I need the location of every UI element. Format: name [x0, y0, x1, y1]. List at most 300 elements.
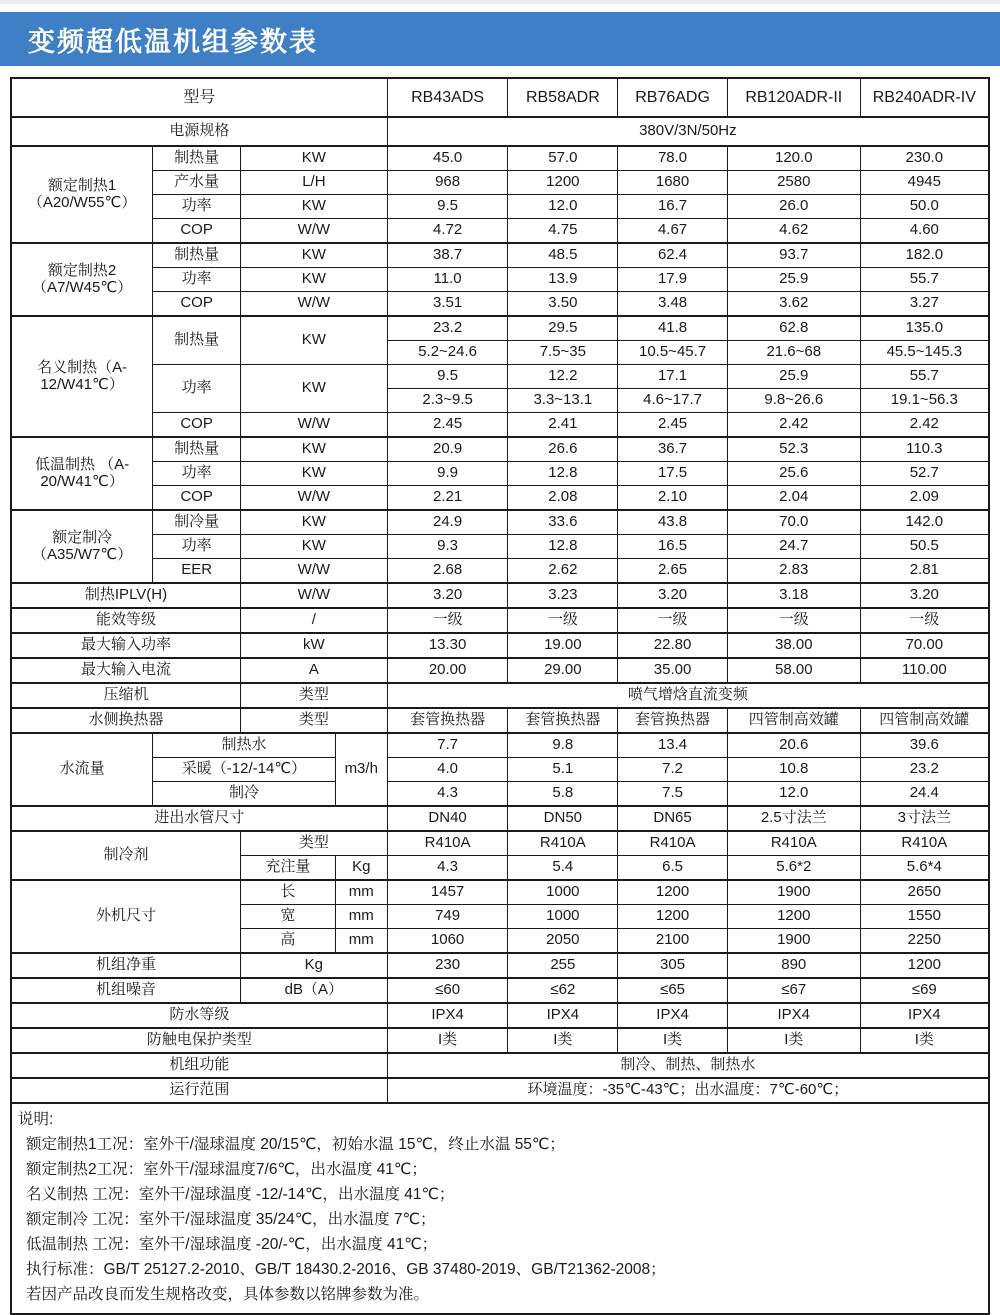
cell-unit: L/H — [241, 171, 388, 195]
cell-value: 52.3 — [727, 437, 860, 462]
cell-value: 2.08 — [508, 486, 618, 511]
cell-value: DN40 — [387, 806, 508, 831]
cell-value: R410A — [508, 831, 618, 856]
table-row — [11, 633, 989, 658]
cell-value: 5.4 — [508, 856, 618, 881]
cell-unit: 类型 — [241, 831, 388, 856]
cell-param: 制热量 — [153, 146, 241, 171]
cell-value: 5.2~24.6 — [387, 341, 508, 365]
note-line: 执行标准：GB/T 25127.2-2010、GB/T 18430.2-2016、GB 37480-2019、GB/T21362-2008； — [26, 1261, 666, 1278]
cell-value: 2.68 — [387, 559, 508, 584]
cell-value: 23.2 — [387, 316, 508, 341]
cell-value: 21.6~68 — [727, 341, 860, 365]
cell-value: 16.5 — [618, 535, 728, 559]
cell-value: 喷气增焓直流变频 — [387, 683, 989, 708]
table-row — [11, 1053, 989, 1078]
table-row — [11, 1003, 989, 1028]
cell-value: R410A — [618, 831, 728, 856]
cell-value: 1900 — [727, 929, 860, 954]
row-label: 机组噪音 — [11, 978, 241, 1003]
note-line: 额定制冷 工况：室外干/湿球温度 35/24℃，出水温度 7℃； — [26, 1211, 436, 1228]
cell-value: 57.0 — [508, 146, 618, 171]
cell-value: 230 — [387, 953, 508, 978]
row-label: 水侧换热器 — [11, 708, 241, 733]
cell-value: ≤67 — [727, 978, 860, 1003]
cell-value: 7.2 — [618, 758, 728, 782]
cell-unit: KW — [241, 365, 388, 413]
cell-param: 制热水 — [153, 733, 336, 758]
cell-unit: W/W — [241, 486, 388, 511]
cell-unit: KW — [241, 535, 388, 559]
note-line: 低温制热 工况：室外干/湿球温度 -20/-℃，出水温度 41℃； — [26, 1236, 438, 1253]
cell-value: 四管制高效罐 — [727, 708, 860, 733]
cell-value: 12.8 — [508, 462, 618, 486]
table-row — [11, 880, 989, 905]
note-line: 额定制热2工况：室外干/湿球温度7/6℃，出水温度 41℃； — [26, 1161, 427, 1178]
model-name: RB76ADG — [618, 78, 728, 117]
note-line: 额定制热1工况：室外干/湿球温度 20/15℃，初始水温 15℃，终止水温 55℃； — [26, 1136, 565, 1153]
cell-value: I类 — [387, 1028, 508, 1053]
cell-unit: KW — [241, 437, 388, 462]
table-row — [11, 292, 989, 317]
cell-value: 5.6*2 — [727, 856, 860, 881]
cell-value: 2.42 — [727, 413, 860, 438]
cell-value: 4.0 — [387, 758, 508, 782]
cell-value: 41.8 — [618, 316, 728, 341]
cell-value: 9.5 — [387, 365, 508, 389]
table-row — [11, 146, 989, 171]
table-row — [11, 733, 989, 758]
cell-value: 45.0 — [387, 146, 508, 171]
cell-param: 制冷量 — [153, 510, 241, 535]
table-row — [11, 243, 989, 268]
cell-value: 24.9 — [387, 510, 508, 535]
cell-value: IPX4 — [387, 1003, 508, 1028]
title-bar — [0, 12, 1000, 66]
cell-value: 4945 — [860, 171, 989, 195]
cell-value: 套管换热器 — [508, 708, 618, 733]
section-label: 低温制热 （A-20/W41℃） — [11, 437, 153, 510]
table-row — [11, 978, 989, 1003]
cell-value: 50.5 — [860, 535, 989, 559]
cell-unit: 类型 — [241, 683, 388, 708]
cell-value: 26.6 — [508, 437, 618, 462]
cell-value: 93.7 — [727, 243, 860, 268]
cell-value: 4.3 — [387, 782, 508, 807]
model-label: 型号 — [11, 78, 387, 117]
cell-value: 17.9 — [618, 268, 728, 292]
cell-value: 48.5 — [508, 243, 618, 268]
cell-value: 5.6*4 — [860, 856, 989, 881]
cell-value: 3.20 — [387, 583, 508, 608]
cell-value: 58.00 — [727, 658, 860, 683]
cell-value: 2.42 — [860, 413, 989, 438]
cell-value: 13.9 — [508, 268, 618, 292]
cell-param: 高 — [241, 929, 336, 954]
row-label: 防水等级 — [11, 1003, 387, 1028]
cell-value: 29.5 — [508, 316, 618, 341]
cell-value: 13.30 — [387, 633, 508, 658]
table-row — [11, 486, 989, 511]
cell-value: 255 — [508, 953, 618, 978]
cell-value: 890 — [727, 953, 860, 978]
cell-value: 25.9 — [727, 268, 860, 292]
cell-value: R410A — [860, 831, 989, 856]
cell-value: 2.45 — [618, 413, 728, 438]
cell-param: 功率 — [153, 365, 241, 413]
cell-unit: KW — [241, 243, 388, 268]
cell-value: 3.62 — [727, 292, 860, 317]
cell-value: 20.9 — [387, 437, 508, 462]
cell-value: 2.04 — [727, 486, 860, 511]
cell-unit: A — [241, 658, 388, 683]
cell-value: 38.00 — [727, 633, 860, 658]
model-row — [11, 78, 989, 117]
cell-value: 4.75 — [508, 219, 618, 244]
cell-value: 9.3 — [387, 535, 508, 559]
cell-value: 9.8~26.6 — [727, 389, 860, 413]
cell-value: 135.0 — [860, 316, 989, 341]
cell-value: 2.21 — [387, 486, 508, 511]
cell-value: 6.5 — [618, 856, 728, 881]
cell-value: 2.45 — [387, 413, 508, 438]
cell-value: 2.3~9.5 — [387, 389, 508, 413]
cell-param: 宽 — [241, 905, 336, 929]
table-row — [11, 953, 989, 978]
table-row — [11, 831, 989, 856]
cell-param: 功率 — [153, 535, 241, 559]
page-title: 变频超低温机组参数表 — [28, 26, 318, 57]
cell-value: 20.6 — [727, 733, 860, 758]
cell-value: 1550 — [860, 905, 989, 929]
cell-param: 长 — [241, 880, 336, 905]
section-label: 额定制热1（A20/W55℃） — [11, 146, 153, 243]
table-row — [11, 219, 989, 244]
cell-value: 78.0 — [618, 146, 728, 171]
section-label: 制冷剂 — [11, 831, 241, 880]
cell-value: 7.5~35 — [508, 341, 618, 365]
cell-param: 制热量 — [153, 316, 241, 365]
cell-value: 2.62 — [508, 559, 618, 584]
table-row — [11, 365, 989, 389]
cell-value: 24.4 — [860, 782, 989, 807]
cell-unit: W/W — [241, 559, 388, 584]
table-row — [11, 782, 989, 807]
cell-param: 采暖（-12/-14℃） — [153, 758, 336, 782]
cell-param: 制热量 — [153, 243, 241, 268]
cell-value: 1457 — [387, 880, 508, 905]
table-row — [11, 708, 989, 733]
cell-value: 5.8 — [508, 782, 618, 807]
cell-value: 2250 — [860, 929, 989, 954]
cell-value: 20.00 — [387, 658, 508, 683]
cell-value: 55.7 — [860, 268, 989, 292]
cell-value: 3寸法兰 — [860, 806, 989, 831]
cell-value: 749 — [387, 905, 508, 929]
cell-value: 4.62 — [727, 219, 860, 244]
cell-value: 一级 — [508, 608, 618, 633]
table-row — [11, 658, 989, 683]
row-label: 最大输入功率 — [11, 633, 241, 658]
cell-value: 3.18 — [727, 583, 860, 608]
cell-value: 24.7 — [727, 535, 860, 559]
cell-param: 功率 — [153, 462, 241, 486]
spec-table — [10, 77, 990, 1104]
notes-heading: 说明: — [18, 1111, 54, 1128]
cell-value: 9.5 — [387, 195, 508, 219]
table-row — [11, 535, 989, 559]
cell-value: 230.0 — [860, 146, 989, 171]
cell-value: I类 — [618, 1028, 728, 1053]
section-label: 额定制热2（A7/W45℃） — [11, 243, 153, 316]
model-name: RB120ADR-II — [727, 78, 860, 117]
table-row — [11, 758, 989, 782]
cell-value: 一级 — [860, 608, 989, 633]
cell-param: 制冷 — [153, 782, 336, 807]
cell-value: 16.7 — [618, 195, 728, 219]
cell-value: 12.8 — [508, 535, 618, 559]
cell-unit: KW — [241, 316, 388, 365]
cell-param: COP — [153, 413, 241, 438]
row-label: 运行范围 — [11, 1078, 387, 1103]
cell-value: 120.0 — [727, 146, 860, 171]
table-row — [11, 316, 989, 341]
cell-value: 10.5~45.7 — [618, 341, 728, 365]
cell-unit: 类型 — [241, 708, 388, 733]
cell-value: 305 — [618, 953, 728, 978]
cell-value: 55.7 — [860, 365, 989, 389]
cell-value: 25.9 — [727, 365, 860, 389]
model-name: RB43ADS — [387, 78, 508, 117]
cell-unit: mm — [335, 880, 387, 905]
cell-value: 182.0 — [860, 243, 989, 268]
cell-param: COP — [153, 219, 241, 244]
cell-value: 2.65 — [618, 559, 728, 584]
cell-value: 52.7 — [860, 462, 989, 486]
cell-value: 968 — [387, 171, 508, 195]
cell-unit: kW — [241, 633, 388, 658]
cell-value: I类 — [508, 1028, 618, 1053]
cell-value: 4.3 — [387, 856, 508, 881]
cell-value: 3.48 — [618, 292, 728, 317]
cell-value: 25.6 — [727, 462, 860, 486]
table-row — [11, 559, 989, 584]
cell-value: 142.0 — [860, 510, 989, 535]
table-row — [11, 510, 989, 535]
cell-param: 充注量 — [241, 856, 336, 881]
cell-value: 38.7 — [387, 243, 508, 268]
table-row — [11, 806, 989, 831]
cell-unit: W/W — [241, 219, 388, 244]
cell-value: 4.72 — [387, 219, 508, 244]
cell-value: 1000 — [508, 905, 618, 929]
cell-param: 功率 — [153, 195, 241, 219]
cell-value: 12.0 — [508, 195, 618, 219]
cell-value: 2650 — [860, 880, 989, 905]
table-row — [11, 437, 989, 462]
cell-value: 四管制高效罐 — [860, 708, 989, 733]
cell-value: 4.6~17.7 — [618, 389, 728, 413]
cell-value: 11.0 — [387, 268, 508, 292]
cell-value: 1200 — [727, 905, 860, 929]
cell-value: 4.67 — [618, 219, 728, 244]
cell-value: 2.83 — [727, 559, 860, 584]
cell-value: 10.8 — [727, 758, 860, 782]
cell-value: 33.6 — [508, 510, 618, 535]
table-row — [11, 583, 989, 608]
cell-value: 环境温度：-35℃-43℃；出水温度：7℃-60℃； — [387, 1078, 989, 1103]
cell-value: 110.00 — [860, 658, 989, 683]
cell-value: R410A — [387, 831, 508, 856]
cell-value: 1900 — [727, 880, 860, 905]
table-row — [11, 462, 989, 486]
table-row — [11, 1078, 989, 1103]
cell-value: 1200 — [618, 905, 728, 929]
cell-value: 13.4 — [618, 733, 728, 758]
cell-value: 9.9 — [387, 462, 508, 486]
cell-value: 1680 — [618, 171, 728, 195]
model-name: RB240ADR-IV — [860, 78, 989, 117]
power-label: 电源规格 — [11, 117, 387, 146]
cell-value: 3.20 — [860, 583, 989, 608]
cell-value: 一级 — [387, 608, 508, 633]
cell-value: 3.51 — [387, 292, 508, 317]
cell-value: 一级 — [618, 608, 728, 633]
section-label: 水流量 — [11, 733, 153, 806]
table-row — [11, 608, 989, 633]
cell-unit: KW — [241, 146, 388, 171]
cell-param: COP — [153, 292, 241, 317]
cell-value: 3.50 — [508, 292, 618, 317]
cell-value: 3.20 — [618, 583, 728, 608]
cell-value: 3.23 — [508, 583, 618, 608]
cell-value: 1000 — [508, 880, 618, 905]
cell-value: ≤65 — [618, 978, 728, 1003]
cell-value: 110.3 — [860, 437, 989, 462]
row-label: 机组净重 — [11, 953, 241, 978]
table-row — [11, 683, 989, 708]
cell-value: IPX4 — [860, 1003, 989, 1028]
cell-value: 套管换热器 — [618, 708, 728, 733]
row-label: 进出水管尺寸 — [11, 806, 387, 831]
cell-param: 功率 — [153, 268, 241, 292]
cell-unit: KW — [241, 268, 388, 292]
cell-value: DN65 — [618, 806, 728, 831]
cell-unit: Kg — [241, 953, 388, 978]
cell-unit: m3/h — [335, 733, 387, 806]
cell-unit: mm — [335, 929, 387, 954]
power-value: 380V/3N/50Hz — [387, 117, 989, 146]
cell-unit: dB（A） — [241, 978, 388, 1003]
cell-unit: W/W — [241, 583, 388, 608]
cell-value: 62.8 — [727, 316, 860, 341]
note-line: 名义制热 工况：室外干/湿球温度 -12/-14℃，出水温度 41℃； — [26, 1186, 455, 1203]
cell-unit: KW — [241, 510, 388, 535]
cell-value: 2580 — [727, 171, 860, 195]
cell-value: 36.7 — [618, 437, 728, 462]
cell-value: 1200 — [860, 953, 989, 978]
cell-value: 19.1~56.3 — [860, 389, 989, 413]
cell-value: 17.5 — [618, 462, 728, 486]
cell-value: I类 — [727, 1028, 860, 1053]
cell-value: R410A — [727, 831, 860, 856]
cell-value: ≤60 — [387, 978, 508, 1003]
cell-param: EER — [153, 559, 241, 584]
row-label: 能效等级 — [11, 608, 241, 633]
cell-value: 2.81 — [860, 559, 989, 584]
note-line: 若因产品改良而发生规格改变，具体参数以铭牌参数为准。 — [26, 1286, 430, 1303]
row-label: 制热IPLV(H) — [11, 583, 241, 608]
cell-value: 22.80 — [618, 633, 728, 658]
cell-unit: W/W — [241, 413, 388, 438]
cell-value: 43.8 — [618, 510, 728, 535]
cell-value: 一级 — [727, 608, 860, 633]
cell-value: 5.1 — [508, 758, 618, 782]
table-row — [11, 171, 989, 195]
cell-value: 7.5 — [618, 782, 728, 807]
cell-value: 26.0 — [727, 195, 860, 219]
cell-value: 2050 — [508, 929, 618, 954]
table-row — [11, 413, 989, 438]
cell-value: 7.7 — [387, 733, 508, 758]
cell-value: 1200 — [618, 880, 728, 905]
cell-value: 35.00 — [618, 658, 728, 683]
cell-value: ≤62 — [508, 978, 618, 1003]
table-row — [11, 268, 989, 292]
cell-value: 3.3~13.1 — [508, 389, 618, 413]
model-name: RB58ADR — [508, 78, 618, 117]
cell-unit: / — [241, 608, 388, 633]
cell-value: 3.27 — [860, 292, 989, 317]
cell-value: 50.0 — [860, 195, 989, 219]
cell-value: 29.00 — [508, 658, 618, 683]
cell-unit: mm — [335, 905, 387, 929]
cell-value: 19.00 — [508, 633, 618, 658]
cell-value: 17.1 — [618, 365, 728, 389]
cell-value: 1060 — [387, 929, 508, 954]
cell-value: 2.09 — [860, 486, 989, 511]
cell-value: 23.2 — [860, 758, 989, 782]
cell-value: 1200 — [508, 171, 618, 195]
cell-value: 39.6 — [860, 733, 989, 758]
row-label: 压缩机 — [11, 683, 241, 708]
cell-unit: KW — [241, 462, 388, 486]
cell-value: 12.0 — [727, 782, 860, 807]
cell-value: 套管换热器 — [387, 708, 508, 733]
notes-box — [10, 1104, 990, 1315]
cell-param: 制热量 — [153, 437, 241, 462]
cell-value: IPX4 — [508, 1003, 618, 1028]
row-label: 最大输入电流 — [11, 658, 241, 683]
cell-value: 70.0 — [727, 510, 860, 535]
row-label: 防触电保护类型 — [11, 1028, 387, 1053]
cell-value: 2.10 — [618, 486, 728, 511]
cell-unit: KW — [241, 195, 388, 219]
table-row — [11, 1028, 989, 1053]
cell-unit: Kg — [335, 856, 387, 881]
section-label: 名义制热（A-12/W41℃） — [11, 316, 153, 437]
cell-value: 2100 — [618, 929, 728, 954]
cell-param: 产水量 — [153, 171, 241, 195]
cell-value: 9.8 — [508, 733, 618, 758]
cell-value: 70.00 — [860, 633, 989, 658]
cell-value: 45.5~145.3 — [860, 341, 989, 365]
cell-value: 12.2 — [508, 365, 618, 389]
cell-value: 2.5寸法兰 — [727, 806, 860, 831]
cell-param: COP — [153, 486, 241, 511]
cell-value: ≤69 — [860, 978, 989, 1003]
cell-value: I类 — [860, 1028, 989, 1053]
